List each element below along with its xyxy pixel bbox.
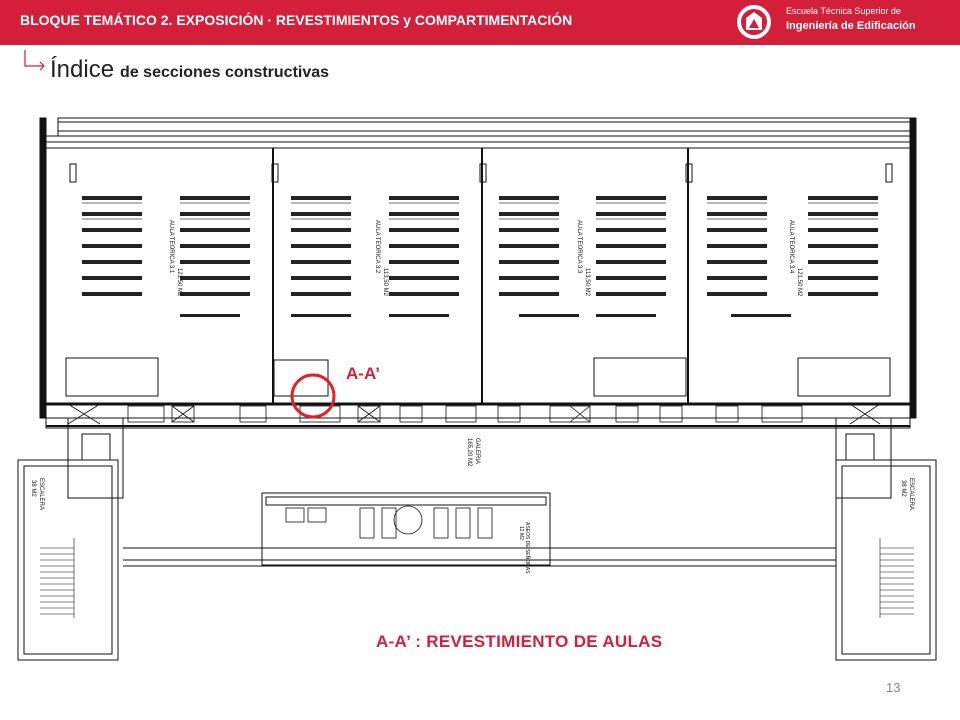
section-marker-label: A-A’ [346,364,380,383]
page-title-main: Índice [50,56,115,83]
page-title [50,56,329,84]
gallery-area: 165,20 M2 [466,438,472,467]
school-name-line2: Ingeniería de Edificación [786,20,916,32]
stair-left-label: ESCALERA [38,478,44,511]
room-label-1: AULA TEORICA 3.1 [168,220,174,274]
room-area-4: 121,50 M2 [796,268,802,297]
room-label-3: AULA TEORICA 3.3 [576,220,582,274]
gallery-label: GALERIA [474,438,480,465]
school-name-line1: Escuela Técnica Superior de [786,6,901,16]
toilets-area: 12 M2 [518,526,524,540]
room-label-4: AULA TEORICA 3.4 [788,220,794,274]
room-area-1: 121,50 M2 [176,268,182,297]
school-logo-icon [736,4,772,40]
room-label-2: AULA TEORICA 3.2 [374,220,380,274]
stair-right-area: 38 M2 [900,480,906,497]
page-title-sub: de secciones constructivas [120,64,330,81]
room-area-2: 113,50 M2 [382,268,388,296]
header-title: BLOQUE TEMÁTICO 2. EXPOSICIÓN · REVESTIMIENTOS y COMPARTIMENTACIÓN [20,12,573,28]
toilets-label: ASEOS DE SEÑORAS [524,522,530,574]
stair-right-label: ESCALERA [908,478,914,511]
stair-left-area: 38 M2 [30,480,36,497]
header-bar [0,0,960,45]
section-caption: A-A’ : REVESTIMIENTO DE AULAS [376,632,663,651]
room-area-3: 113,50 M2 [584,268,590,296]
corner-arrow-icon [22,50,48,72]
floor-plan-drawing [10,108,950,668]
page-number: 13 [886,680,901,695]
